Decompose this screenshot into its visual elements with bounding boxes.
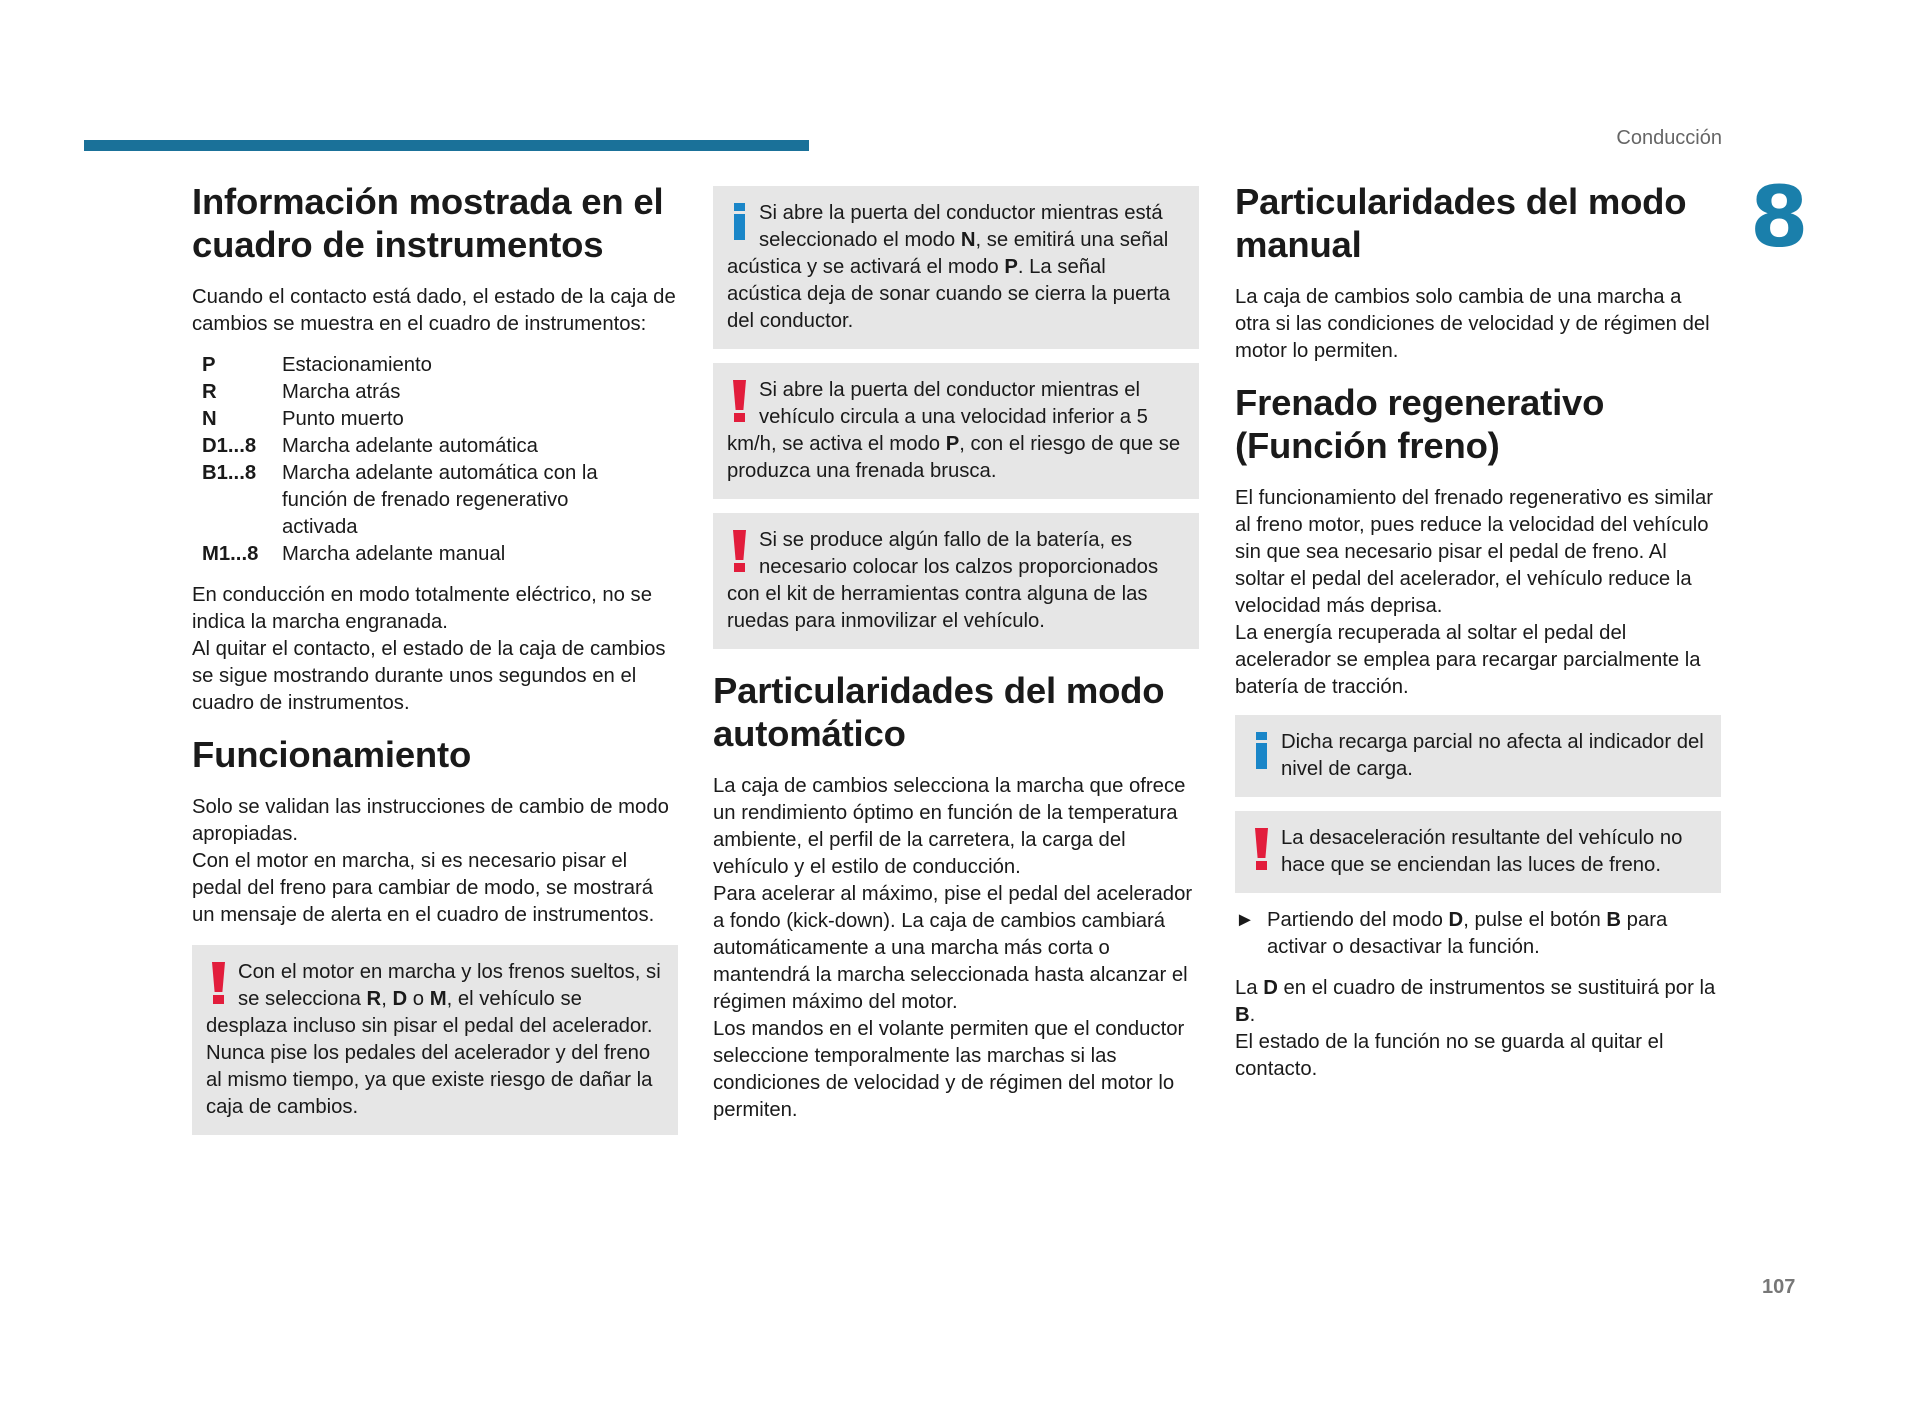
paragraph <box>1235 975 1721 1029</box>
info-icon <box>1249 732 1281 778</box>
text-segment: , pulse el botón <box>1463 909 1607 931</box>
page-number: 107 <box>1762 1276 1796 1298</box>
info-box <box>1235 715 1721 797</box>
bold-term: P <box>945 433 960 455</box>
warning-box <box>192 945 678 1135</box>
gear-desc: Marcha adelante automática con la función de frenado regenerativo activada <box>282 462 598 538</box>
paragraph <box>192 582 678 636</box>
heading-automatic-mode: Particularidades del modo automático <box>713 670 1165 754</box>
warning-text <box>1249 825 1707 879</box>
warning-icon <box>206 962 238 1008</box>
paragraph <box>192 284 678 338</box>
text-segment: En conducción en modo totalmente eléctrico, no se indica la marcha engranada. <box>192 584 652 633</box>
text-segment: La energía recuperada al soltar el pedal del acelerador se emplea para recargar parcialmente la batería de tracción. <box>1235 622 1701 698</box>
warning-box <box>713 513 1199 649</box>
column-3 <box>1235 180 1721 1097</box>
gear-item <box>192 379 678 406</box>
gear-item <box>192 406 678 433</box>
paragraph <box>713 773 1199 881</box>
bullet-arrow-icon: ► <box>1235 909 1255 931</box>
paragraph <box>1235 620 1721 701</box>
text-segment: Para acelerar al máximo, pise el pedal del acelerador a fondo (kick-down). La caja de cambios cambiará automáticamente a una marcha más corta o mantendrá la marcha seleccionada hasta alcanzar el régimen máximo del motor. <box>713 883 1193 1013</box>
bold-term: M <box>429 988 447 1010</box>
bold-term: D <box>1448 909 1464 931</box>
bold-term: R <box>366 988 382 1010</box>
text-segment: Partiendo del modo <box>1267 909 1449 931</box>
text-segment: Cuando el contacto está dado, el estado de la caja de cambios se muestra en el cuadro de instrumentos: <box>192 286 676 335</box>
text-segment: Si abre la puerta del conductor mientras el vehículo circula a una velocidad inferior a 5 km/h, se activa el modo <box>727 379 1148 455</box>
warning-text <box>727 377 1185 485</box>
text-segment: en el cuadro de instrumentos se sustituirá por la <box>1277 977 1716 999</box>
gear-item <box>192 352 678 379</box>
bold-term: N <box>960 229 976 251</box>
text-segment: Solo se validan las instrucciones de cambio de modo apropiadas. <box>192 796 669 845</box>
text-segment: El funcionamiento del frenado regenerativo es similar al freno motor, pues reduce la velocidad del vehículo sin que sea necesario pisar el pedal de freno. Al soltar el pedal del acelerador, el vehículo reduce la velocidad más deprisa. <box>1235 487 1713 617</box>
warning-text <box>206 1040 664 1121</box>
gear-item <box>192 460 678 541</box>
section-title: Conducción <box>1616 127 1722 149</box>
gear-code: R <box>202 381 217 403</box>
text-segment: La <box>1235 977 1264 999</box>
bold-term: D <box>392 988 408 1010</box>
gear-code: M1...8 <box>202 543 259 565</box>
paragraph <box>192 636 678 717</box>
chapter-number: 8 <box>1750 168 1809 266</box>
warning-icon <box>727 530 759 576</box>
gear-code: P <box>202 354 216 376</box>
text-segment: Con el motor en marcha y los frenos sueltos, si se selecciona <box>238 961 661 1010</box>
paragraph <box>192 848 678 929</box>
gear-desc: Punto muerto <box>282 408 404 430</box>
text-segment: El estado de la función no se guarda al quitar el contacto. <box>1235 1031 1664 1080</box>
text-segment: La desaceleración resultante del vehículo no hace que se enciendan las luces de freno. <box>1281 827 1683 876</box>
text-segment: La caja de cambios solo cambia de una marcha a otra si las condiciones de velocidad y de régimen del motor lo permiten. <box>1235 286 1710 362</box>
info-text <box>727 200 1185 335</box>
heading-instrument-info: Información mostrada en el cuadro de instrumentos <box>192 181 664 265</box>
text-segment: . <box>1249 1004 1256 1026</box>
header-accent-bar <box>84 140 809 151</box>
gear-code: B1...8 <box>202 462 257 484</box>
text-segment: . La señal acústica deja de sonar cuando se cierra la puerta del conductor. <box>727 256 1171 332</box>
text-segment: Si abre la puerta del conductor mientras está seleccionado el modo <box>759 202 1163 251</box>
gear-code: N <box>202 408 217 430</box>
bold-term: D <box>1263 977 1278 999</box>
text-segment: Si se produce algún fallo de la batería, es necesario colocar los calzos proporcionados con el kit de herramientas contra alguna de las ruedas para inmovilizar el vehículo. <box>727 529 1159 632</box>
heading-manual-mode: Particularidades del modo manual <box>1235 181 1687 265</box>
text-segment: Nunca pise los pedales del acelerador y del freno al mismo tiempo, ya que existe riesgo de dañar la caja de cambios. <box>206 1042 653 1118</box>
text-segment: o <box>407 988 430 1010</box>
text-segment: , <box>381 988 393 1010</box>
warning-icon <box>727 380 759 426</box>
text-segment: Dicha recarga parcial no afecta al indicador del nivel de carga. <box>1281 731 1704 780</box>
warning-text <box>206 959 664 1040</box>
gear-code: D1...8 <box>202 435 257 457</box>
paragraph <box>713 1016 1199 1124</box>
column-2 <box>713 186 1199 1138</box>
text-segment: , se emitirá una señal acústica y se activará el modo <box>727 229 1169 278</box>
gear-list <box>192 352 678 568</box>
warning-box <box>1235 811 1721 893</box>
column-1 <box>192 180 678 1149</box>
warning-text <box>727 527 1185 635</box>
text-segment: Los mandos en el volante permiten que el conductor seleccione temporalmente las marchas si las condiciones de velocidad y de régimen del motor lo permiten. <box>713 1018 1185 1121</box>
text-segment: Al quitar el contacto, el estado de la caja de cambios se sigue mostrando durante unos segundos en el cuadro de instrumentos. <box>192 638 666 714</box>
text-segment: , el vehículo se desplaza incluso sin pisar el pedal del acelerador. <box>206 988 653 1037</box>
gear-item <box>192 541 678 568</box>
bold-term: B <box>1606 909 1622 931</box>
gear-desc: Estacionamiento <box>282 354 432 376</box>
bold-term: B <box>1235 1004 1250 1026</box>
heading-operation: Funcionamiento <box>192 734 472 775</box>
text-segment: La caja de cambios selecciona la marcha que ofrece un rendimiento óptimo en función de la temperatura ambiente, el perfil de la carretera, la carga del vehículo y el estilo de conducción. <box>713 775 1186 878</box>
warning-icon <box>1249 828 1281 874</box>
paragraph <box>713 881 1199 1016</box>
info-box <box>713 186 1199 349</box>
heading-regenerative-braking: Frenado regenerativo (Función freno) <box>1235 382 1605 466</box>
gear-desc: Marcha adelante manual <box>282 543 506 565</box>
gear-item <box>192 433 678 460</box>
warning-box <box>713 363 1199 499</box>
text-segment: para activar o desactivar la función. <box>1267 909 1668 958</box>
text-segment: Con el motor en marcha, si es necesario pisar el pedal del freno para cambiar de modo, se mostrará un mensaje de alerta en el cuadro de instrumentos. <box>192 850 655 926</box>
info-text <box>1249 729 1707 783</box>
paragraph <box>1235 485 1721 620</box>
info-icon <box>727 203 759 249</box>
paragraph <box>1235 1029 1721 1083</box>
text-segment: , con el riesgo de que se produzca una frenada brusca. <box>727 433 1181 482</box>
instruction-text <box>1267 907 1721 961</box>
gear-desc: Marcha atrás <box>282 381 401 403</box>
bold-term: P <box>1004 256 1018 278</box>
paragraph <box>1235 284 1721 365</box>
paragraph <box>192 794 678 848</box>
instruction-bullet <box>1235 907 1721 961</box>
gear-desc: Marcha adelante automática <box>282 435 538 457</box>
